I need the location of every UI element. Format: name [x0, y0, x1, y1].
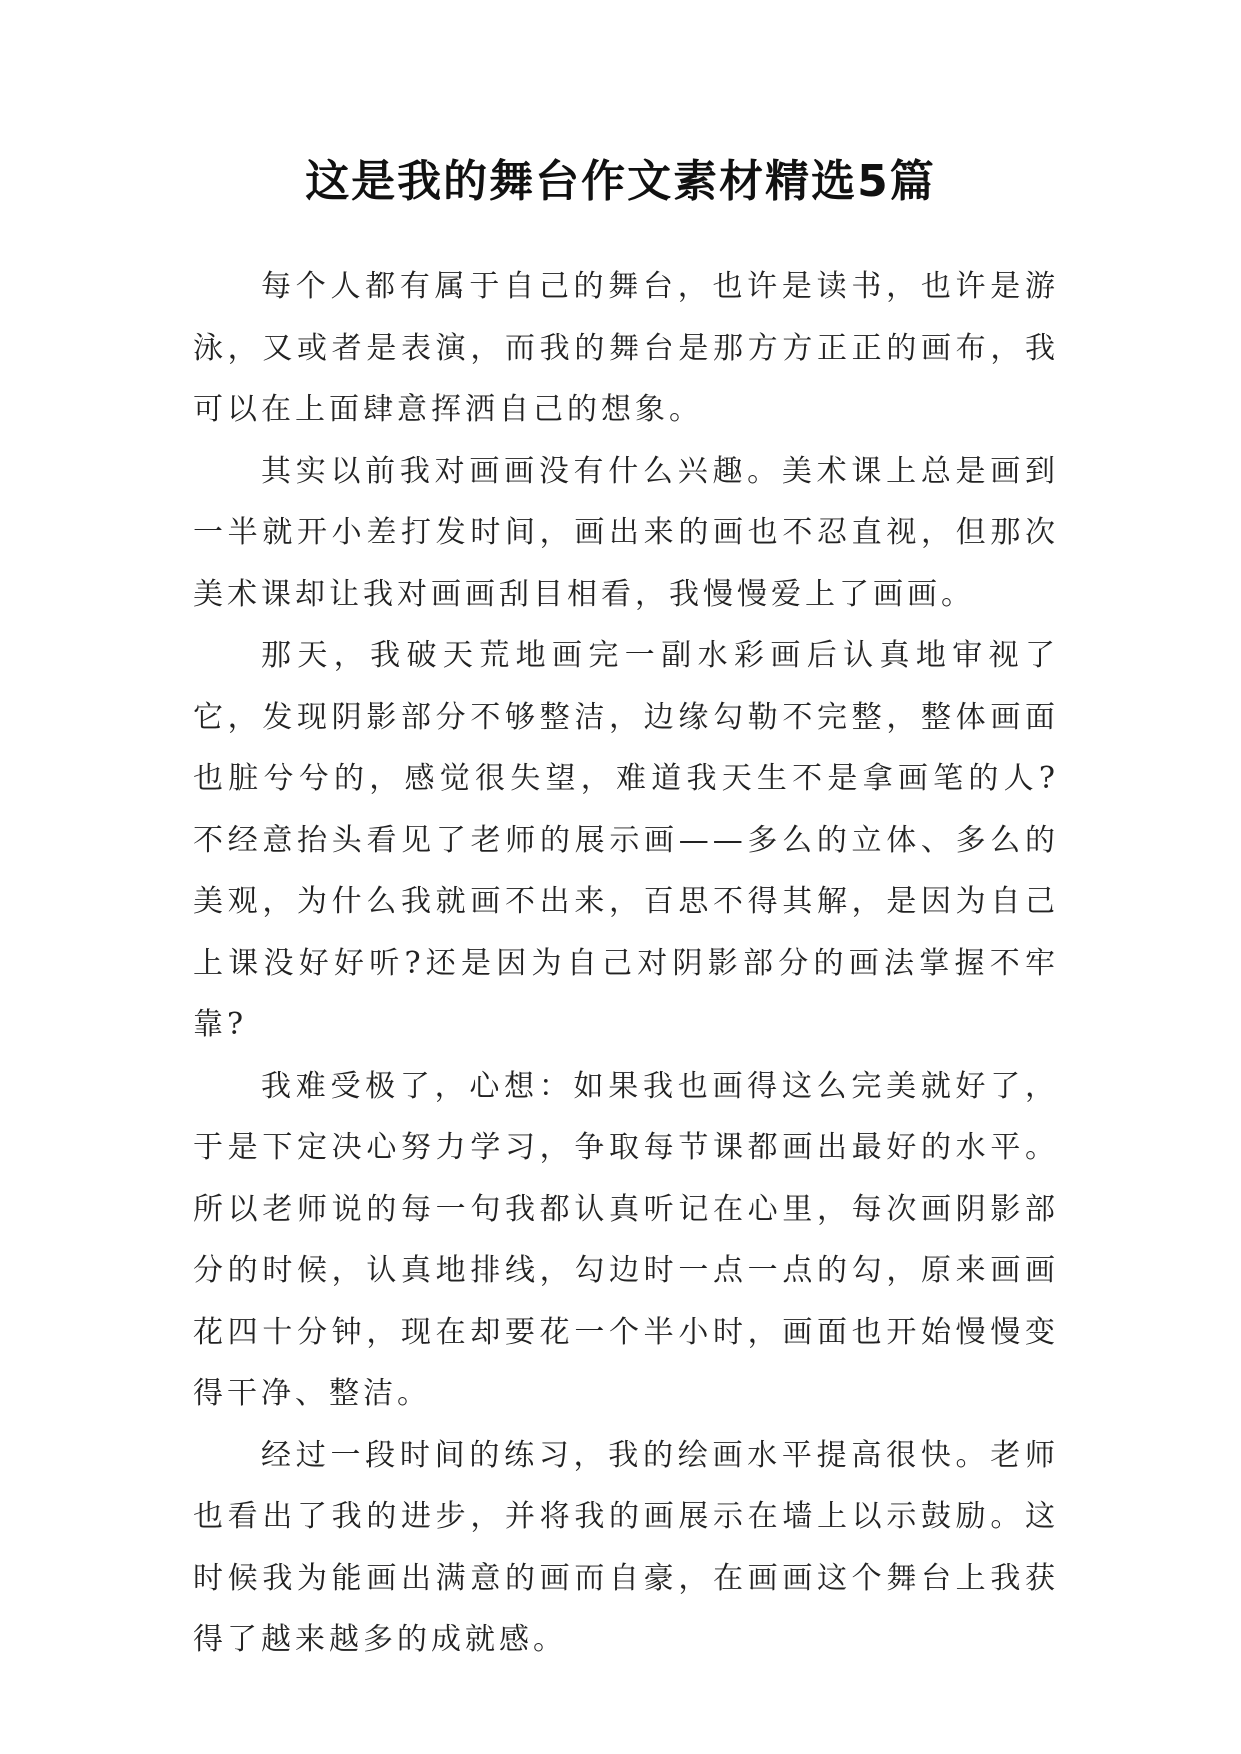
paragraph-3: 那天，我破天荒地画完一副水彩画后认真地审视了它，发现阴影部分不够整洁，边缘勾勒不完整，整体画面也脏兮兮的，感觉很失望，难道我天生不是拿画笔的人?不经意抬头看见了老师的展示画——多么的立体、多么的美观，为什么我就画不出来，百思不得其解，是因为自己上课没好好听?还是因为自己对阴影部分的画法掌握不牢靠?	[193, 638, 1059, 1042]
paragraph-4: 我难受极了，心想：如果我也画得这么完美就好了，于是下定决心努力学习，争取每节课都画出最好的水平。所以老师说的每一句我都认真听记在心里，每次画阴影部分的时候，认真地排线，勾边时一点一点的勾，原来画画花四十分钟，现在却要花一个半小时，画面也开始慢慢变得干净、整洁。	[193, 1068, 1059, 1411]
paragraph-1: 每个人都有属于自己的舞台，也许是读书，也许是游泳，又或者是表演，而我的舞台是那方方正正的画布，我可以在上面肆意挥洒自己的想象。	[193, 269, 1059, 427]
document-title: 这是我的舞台作文素材精选5篇	[305, 156, 936, 207]
paragraph-2: 其实以前我对画画没有什么兴趣。美术课上总是画到一半就开小差打发时间，画出来的画也不忍直视，但那次美术课却让我对画画刮目相看，我慢慢爱上了画画。	[193, 453, 1059, 612]
document-body	[193, 256, 1059, 1671]
paragraph-5: 经过一段时间的练习，我的绘画水平提高很快。老师也看出了我的进步，并将我的画展示在墙上以示鼓励。这时候我为能画出满意的画而自豪，在画画这个舞台上我获得了越来越多的成就感。	[193, 1437, 1059, 1657]
